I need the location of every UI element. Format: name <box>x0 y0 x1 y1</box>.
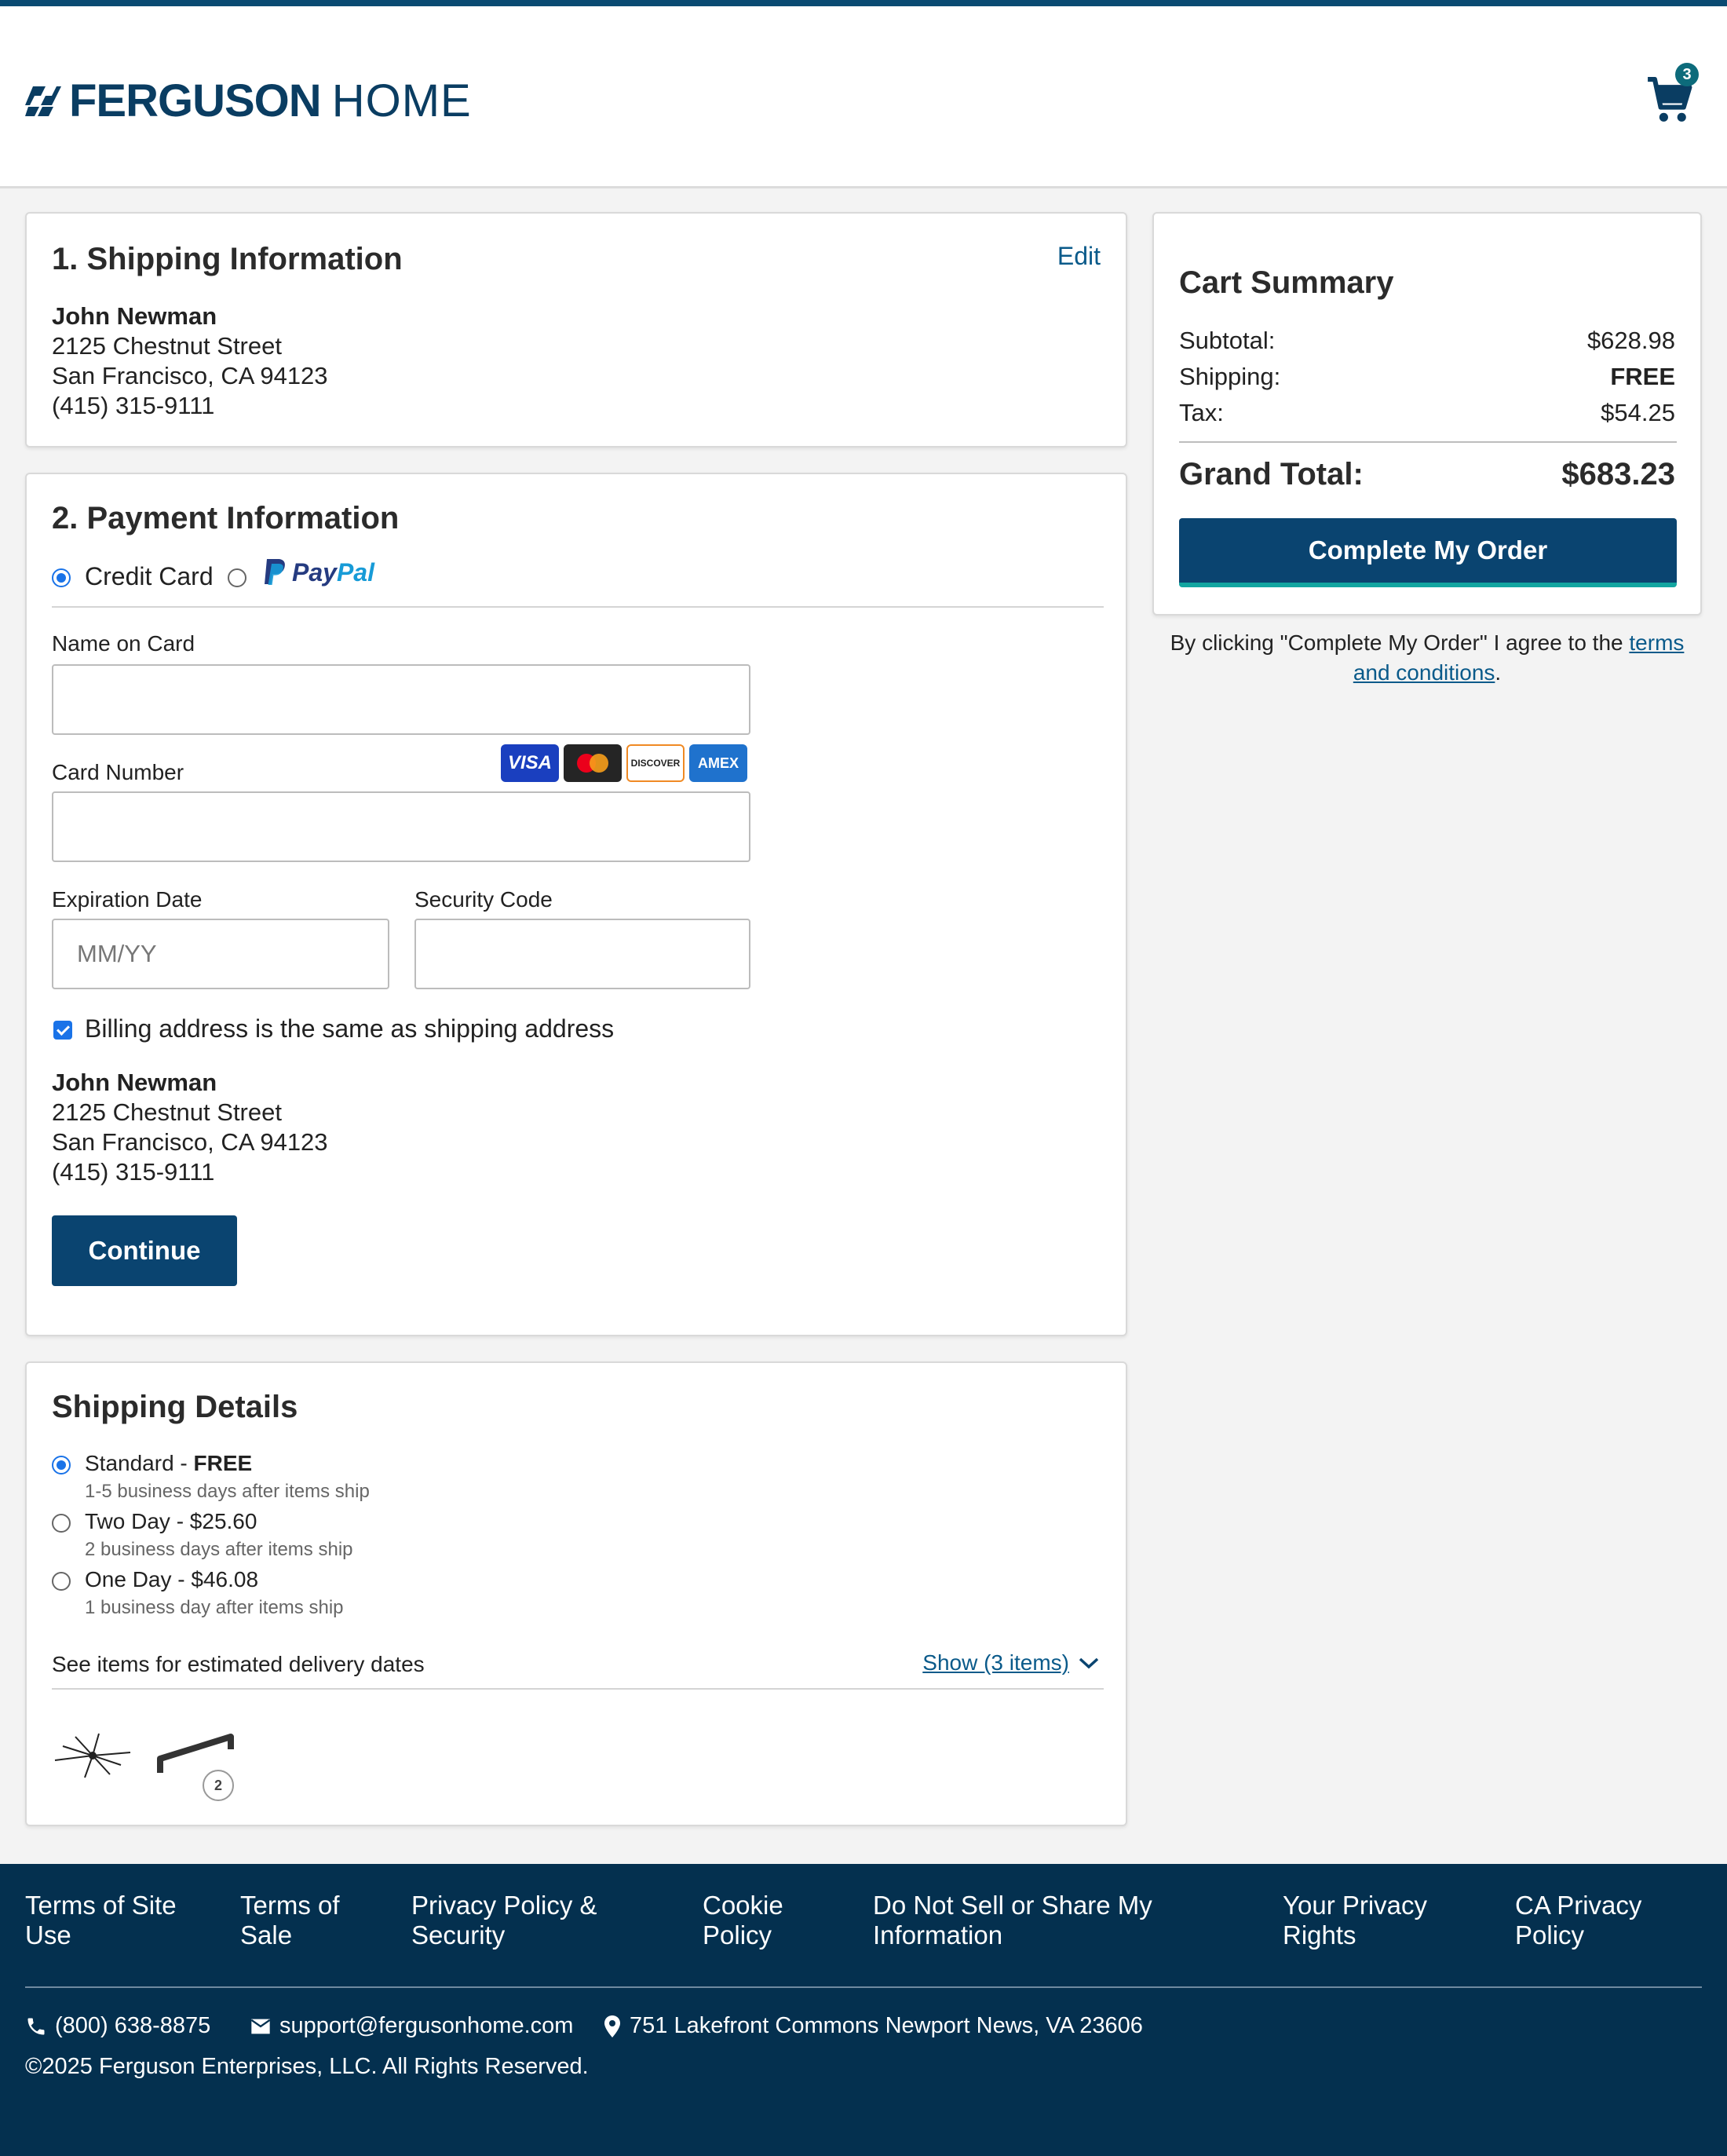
billing-city: San Francisco, CA 94123 <box>52 1128 328 1156</box>
terms-and-conditions-link[interactable]: terms and conditions <box>1353 630 1685 685</box>
visa-card-icon: VISA <box>501 744 559 782</box>
cart-button[interactable] <box>1645 66 1702 126</box>
footer-link-line: Security <box>411 1920 506 1950</box>
shipping-information-card <box>25 212 1127 448</box>
footer-link-line: Information <box>873 1920 1003 1950</box>
billing-same-checkbox[interactable] <box>53 1021 72 1040</box>
footer-link-privacy-policy[interactable] <box>411 1891 597 1950</box>
expiration-date-label: Expiration Date <box>52 887 203 912</box>
payment-method-divider <box>52 606 1104 608</box>
footer-link-line: Your Privacy <box>1283 1891 1428 1920</box>
footer-link-your-privacy-rights[interactable] <box>1283 1891 1427 1950</box>
credit-card-radio[interactable] <box>52 568 71 587</box>
name-on-card-input[interactable] <box>52 664 750 735</box>
billing-address <box>52 1068 328 1187</box>
standard-shipping-price: FREE <box>193 1451 253 1475</box>
footer-link-line: Do Not Sell or Share My <box>873 1891 1152 1920</box>
footer-link-line: Rights <box>1283 1920 1356 1950</box>
continue-button[interactable]: Continue <box>52 1215 237 1286</box>
cart-summary-title: Cart Summary <box>1179 265 1394 300</box>
brand-name: FERGUSON <box>69 75 321 126</box>
billing-street: 2125 Chestnut Street <box>52 1098 282 1126</box>
brand-suffix: HOME <box>331 75 472 126</box>
phone-icon <box>25 2015 47 2037</box>
footer-email[interactable] <box>250 2013 573 2039</box>
name-on-card-label: Name on Card <box>52 631 195 656</box>
shipping-name: John Newman <box>52 302 217 330</box>
footer-link-line: Terms of <box>240 1891 340 1920</box>
billing-same-label: Billing address is the same as shipping address <box>85 1014 615 1043</box>
footer-link-terms-of-sale[interactable] <box>240 1891 340 1950</box>
footer-link-terms-of-site-use[interactable] <box>25 1891 177 1950</box>
payment-information-title: 2. Payment Information <box>52 501 400 535</box>
item-quantity-badge: 2 <box>203 1770 234 1801</box>
shipping-details-title: Shipping Details <box>52 1390 298 1424</box>
footer-link-line: Policy <box>703 1920 772 1950</box>
footer-email-text: support@fergusonhome.com <box>279 2013 574 2038</box>
items-divider <box>52 1688 1104 1690</box>
one-day-shipping-label: One Day - $46.08 <box>85 1567 259 1591</box>
shipping-phone: (415) 315-9111 <box>52 392 215 419</box>
amex-card-icon: AMEX <box>689 744 747 782</box>
summary-divider <box>1179 441 1677 443</box>
tax-label: Tax: <box>1179 399 1224 426</box>
paypal-label-pal: Pal <box>336 557 374 587</box>
ferguson-home-logo[interactable] <box>25 71 472 130</box>
shipping-city: San Francisco, CA 94123 <box>52 362 328 389</box>
paypal-label-pay: Pay <box>292 557 337 587</box>
site-header <box>0 6 1727 188</box>
billing-name: John Newman <box>52 1069 217 1096</box>
shipping-cost-value: FREE <box>1610 363 1675 390</box>
show-items-link: Show (3 items) <box>922 1650 1069 1675</box>
two-day-shipping-note: 2 business days after items ship <box>85 1539 353 1560</box>
shipping-address <box>52 301 328 421</box>
chevron-down-icon <box>1077 1655 1101 1671</box>
payment-information-card <box>25 473 1127 1336</box>
footer-link-line: Use <box>25 1920 71 1950</box>
standard-shipping-radio[interactable] <box>52 1456 71 1474</box>
paypal-option[interactable] <box>262 557 374 587</box>
subtotal-label: Subtotal: <box>1179 327 1276 354</box>
cart-count-badge: 3 <box>1675 63 1699 86</box>
estimated-delivery-label: See items for estimated delivery dates <box>52 1652 425 1676</box>
footer-link-line: CA Privacy <box>1515 1891 1642 1920</box>
grand-total-label: Grand Total: <box>1179 457 1364 491</box>
paypal-icon <box>262 557 287 587</box>
shipping-information-title: 1. Shipping Information <box>52 242 403 276</box>
credit-card-label: Credit Card <box>85 562 214 590</box>
footer-address <box>603 2013 1143 2039</box>
email-icon <box>250 2017 272 2036</box>
footer-link-ca-privacy-policy[interactable] <box>1515 1891 1641 1950</box>
footer-link-line: Sale <box>240 1920 293 1950</box>
security-code-label: Security Code <box>414 887 553 912</box>
site-footer <box>0 1864 1727 2156</box>
discover-card-icon <box>626 744 685 782</box>
shipping-cost-label: Shipping: <box>1179 363 1281 390</box>
footer-divider <box>25 1986 1702 1988</box>
footer-phone-text: (800) 638-8875 <box>55 2013 211 2038</box>
standard-shipping-note: 1-5 business days after items ship <box>85 1481 370 1502</box>
footer-phone[interactable] <box>25 2013 210 2039</box>
footer-address-text: 751 Lakefront Commons Newport News, VA 23606 <box>630 2013 1143 2038</box>
standard-shipping-label <box>85 1451 252 1476</box>
one-day-shipping-radio[interactable] <box>52 1572 71 1591</box>
complete-order-button[interactable]: Complete My Order <box>1179 518 1677 587</box>
expiration-date-input[interactable] <box>52 919 389 989</box>
mastercard-card-icon <box>564 744 622 782</box>
terms-agreement-text <box>1152 628 1702 688</box>
footer-copyright: ©2025 Ferguson Enterprises, LLC. All Rights Reserved. <box>25 2054 589 2079</box>
card-number-label: Card Number <box>52 760 184 784</box>
discover-card-label: DISCOVER <box>630 758 681 769</box>
agree-text: By clicking "Complete My Order" I agree to the <box>1170 630 1630 655</box>
shipping-details-card <box>25 1361 1127 1826</box>
ferguson-logo-icon <box>25 83 63 118</box>
grand-total-value: $683.23 <box>1561 457 1675 491</box>
tax-value: $54.25 <box>1601 399 1675 426</box>
subtotal-value: $628.98 <box>1586 327 1675 354</box>
footer-link-do-not-sell[interactable] <box>873 1891 1152 1950</box>
security-code-input[interactable] <box>414 919 750 989</box>
show-items-toggle[interactable] <box>922 1650 1101 1675</box>
footer-link-line: Policy <box>1515 1920 1585 1950</box>
edit-shipping-link[interactable]: Edit <box>1057 242 1101 270</box>
billing-phone: (415) 315-9111 <box>52 1158 215 1186</box>
footer-link-line: Privacy Policy & <box>411 1891 597 1920</box>
top-accent-bar <box>0 0 1727 6</box>
footer-link-cookie-policy[interactable] <box>703 1891 783 1950</box>
agree-end: . <box>1495 660 1502 685</box>
location-pin-icon <box>603 2015 622 2038</box>
footer-link-line: Terms of Site <box>25 1891 177 1920</box>
footer-link-line: Cookie <box>703 1891 783 1920</box>
cart-summary-card <box>1152 212 1702 616</box>
shipping-street: 2125 Chestnut Street <box>52 332 282 360</box>
ceiling-fan-thumbnail[interactable] <box>52 1729 133 1784</box>
paypal-radio[interactable] <box>228 568 246 587</box>
card-number-input[interactable] <box>52 791 750 862</box>
two-day-shipping-radio[interactable] <box>52 1514 71 1533</box>
two-day-shipping-label: Two Day - $25.60 <box>85 1509 257 1533</box>
standard-shipping-name: Standard - <box>85 1451 194 1475</box>
one-day-shipping-note: 1 business day after items ship <box>85 1597 344 1618</box>
